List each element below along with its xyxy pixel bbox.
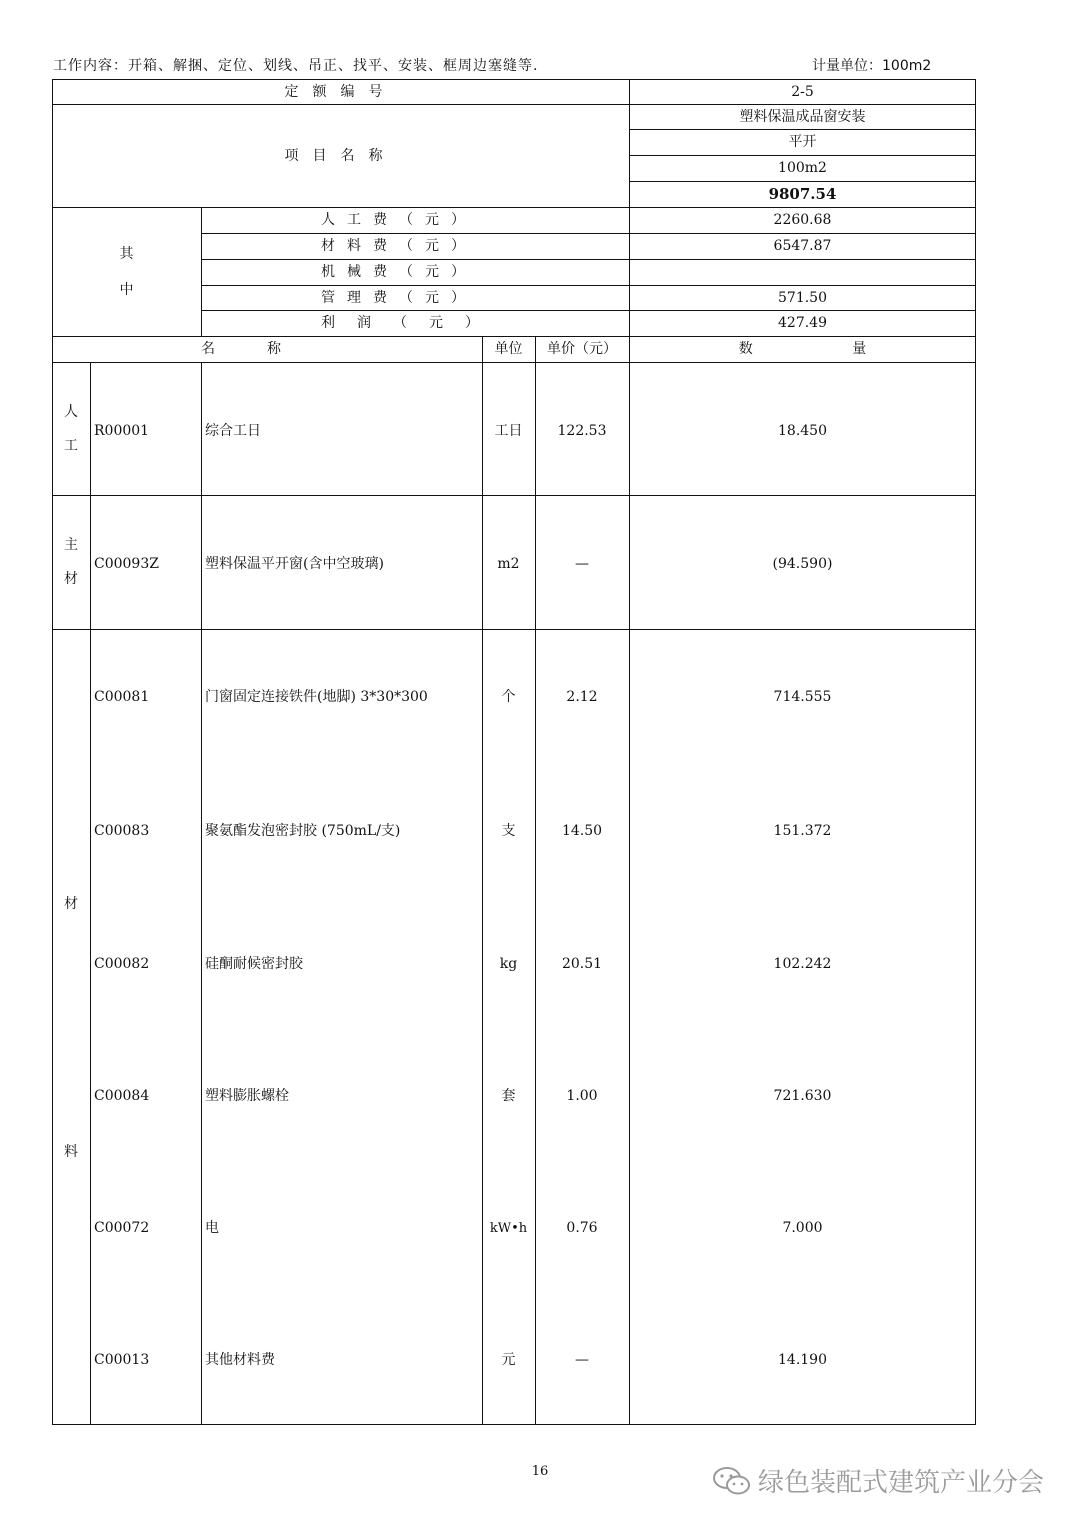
table-row-qty: (94.590) bbox=[772, 556, 833, 572]
group-labor-char-2: 工 bbox=[64, 437, 78, 454]
quota-code-value: 2-5 bbox=[791, 83, 814, 100]
table-row-price: — bbox=[575, 556, 589, 572]
base-price: 9807.54 bbox=[768, 184, 837, 203]
group-labor-char-1: 人 bbox=[64, 403, 78, 420]
group-label-material-2: 料 bbox=[64, 1144, 78, 1160]
breakdown-value-material: 6547.87 bbox=[773, 238, 832, 254]
table-row-unit: kW•h bbox=[489, 1220, 528, 1236]
breakdown-label-management: 管理费（元） bbox=[321, 289, 477, 306]
page-number: 16 bbox=[531, 1464, 549, 1479]
column-header-qty-a: 数 bbox=[738, 341, 753, 357]
watermark-text: 绿色装配式建筑产业分会 bbox=[757, 1468, 1044, 1498]
item-name-label: 项目名称 bbox=[284, 147, 397, 164]
table-row-unit: 套 bbox=[501, 1088, 516, 1104]
table-row-qty: 18.450 bbox=[778, 423, 827, 439]
column-header-qty-b: 量 bbox=[852, 341, 867, 357]
table-row-qty: 714.555 bbox=[773, 689, 832, 705]
table-row-qty: 151.372 bbox=[773, 823, 832, 839]
column-header-quantity bbox=[629, 336, 976, 362]
item-subtype: 平开 bbox=[788, 134, 817, 150]
table-row-name: 聚氨酯发泡密封胶 (750mL/支) bbox=[205, 823, 401, 839]
table-row-price: 20.51 bbox=[561, 956, 603, 972]
table-row-unit: kg bbox=[499, 956, 518, 972]
table-row-code: R00001 bbox=[94, 423, 150, 439]
table-row-name: 门窗固定连接铁件(地脚) 3*30*300 bbox=[205, 689, 428, 705]
table-row-name: 综合工日 bbox=[205, 423, 261, 439]
table-row-name: 其他材料费 bbox=[205, 1352, 275, 1368]
breakdown-label-labor: 人工费（元） bbox=[321, 212, 477, 228]
table-row-price: 0.76 bbox=[566, 1220, 598, 1236]
watermark bbox=[712, 1462, 1044, 1499]
table-row-unit: 个 bbox=[501, 689, 516, 705]
group-main-char-1: 主 bbox=[64, 537, 78, 553]
breakdown-group-label bbox=[52, 207, 201, 336]
table-row-unit: m2 bbox=[497, 556, 520, 572]
breakdown-value-labor: 2260.68 bbox=[773, 212, 832, 228]
measurement-unit bbox=[812, 55, 931, 75]
breakdown-label-machinery: 机械费（元） bbox=[321, 264, 477, 280]
table-row-code: C00082 bbox=[94, 956, 150, 972]
item-unit: 100m2 bbox=[778, 160, 827, 176]
table-row-name: 塑料保温平开窗(含中空玻璃) bbox=[205, 556, 384, 572]
unit-value: 100m2 bbox=[882, 58, 932, 74]
table-row-price: 14.50 bbox=[561, 823, 603, 839]
table-row-qty: 7.000 bbox=[782, 1220, 823, 1236]
table-row-name: 塑料膨胀螺栓 bbox=[205, 1088, 289, 1104]
column-header-price: 单价（元） bbox=[547, 341, 617, 357]
breakdown-value-management: 571.50 bbox=[778, 289, 827, 306]
breakdown-label-material: 材料费（元） bbox=[321, 238, 477, 254]
item-name: 塑料保温成品窗安装 bbox=[739, 108, 866, 125]
table-row-code: C00013 bbox=[94, 1352, 150, 1368]
column-header-unit: 单位 bbox=[494, 341, 523, 357]
table-row-unit: 支 bbox=[501, 823, 516, 839]
breakdown-label-profit: 利润（元） bbox=[321, 315, 501, 331]
table-row-qty: 721.630 bbox=[773, 1088, 832, 1104]
table-row-qty: 102.242 bbox=[773, 956, 832, 972]
table-row-qty: 14.190 bbox=[778, 1352, 827, 1368]
table-row-name: 电 bbox=[205, 1220, 219, 1236]
group-label-material-1: 材 bbox=[64, 896, 78, 912]
table-row-price: 1.00 bbox=[566, 1088, 598, 1104]
group-label-labor bbox=[52, 362, 90, 495]
work-content: 工作内容：开箱、解捆、定位、划线、吊正、找平、安装、框周边塞缝等. bbox=[53, 58, 539, 74]
column-header-name: 名称 bbox=[201, 341, 333, 357]
table-row-code: C00081 bbox=[94, 689, 150, 705]
table-row-code: C00072 bbox=[94, 1220, 150, 1236]
quota-code-label: 定额编号 bbox=[284, 83, 397, 100]
group-label-main-material bbox=[52, 495, 90, 629]
table-row-name: 硅酮耐候密封胶 bbox=[205, 956, 303, 972]
table-row-unit: 工日 bbox=[494, 423, 523, 439]
unit-label: 计量单位： bbox=[812, 58, 882, 74]
table-row-code: C00093Z bbox=[94, 556, 159, 572]
breakdown-value-machinery bbox=[629, 259, 976, 285]
table-row-code: C00084 bbox=[94, 1088, 150, 1104]
breakdown-value-profit: 427.49 bbox=[778, 315, 827, 331]
breakdown-label-1: 其 bbox=[119, 245, 134, 262]
wechat-icon bbox=[712, 1465, 752, 1497]
table-row-code: C00083 bbox=[94, 823, 150, 839]
table-row-price: 2.12 bbox=[566, 689, 598, 705]
table-row-price: — bbox=[575, 1352, 589, 1368]
table-row-price: 122.53 bbox=[557, 423, 607, 439]
breakdown-label-2: 中 bbox=[119, 281, 134, 298]
group-main-char-2: 材 bbox=[64, 571, 78, 587]
table-row-unit: 元 bbox=[501, 1352, 516, 1368]
